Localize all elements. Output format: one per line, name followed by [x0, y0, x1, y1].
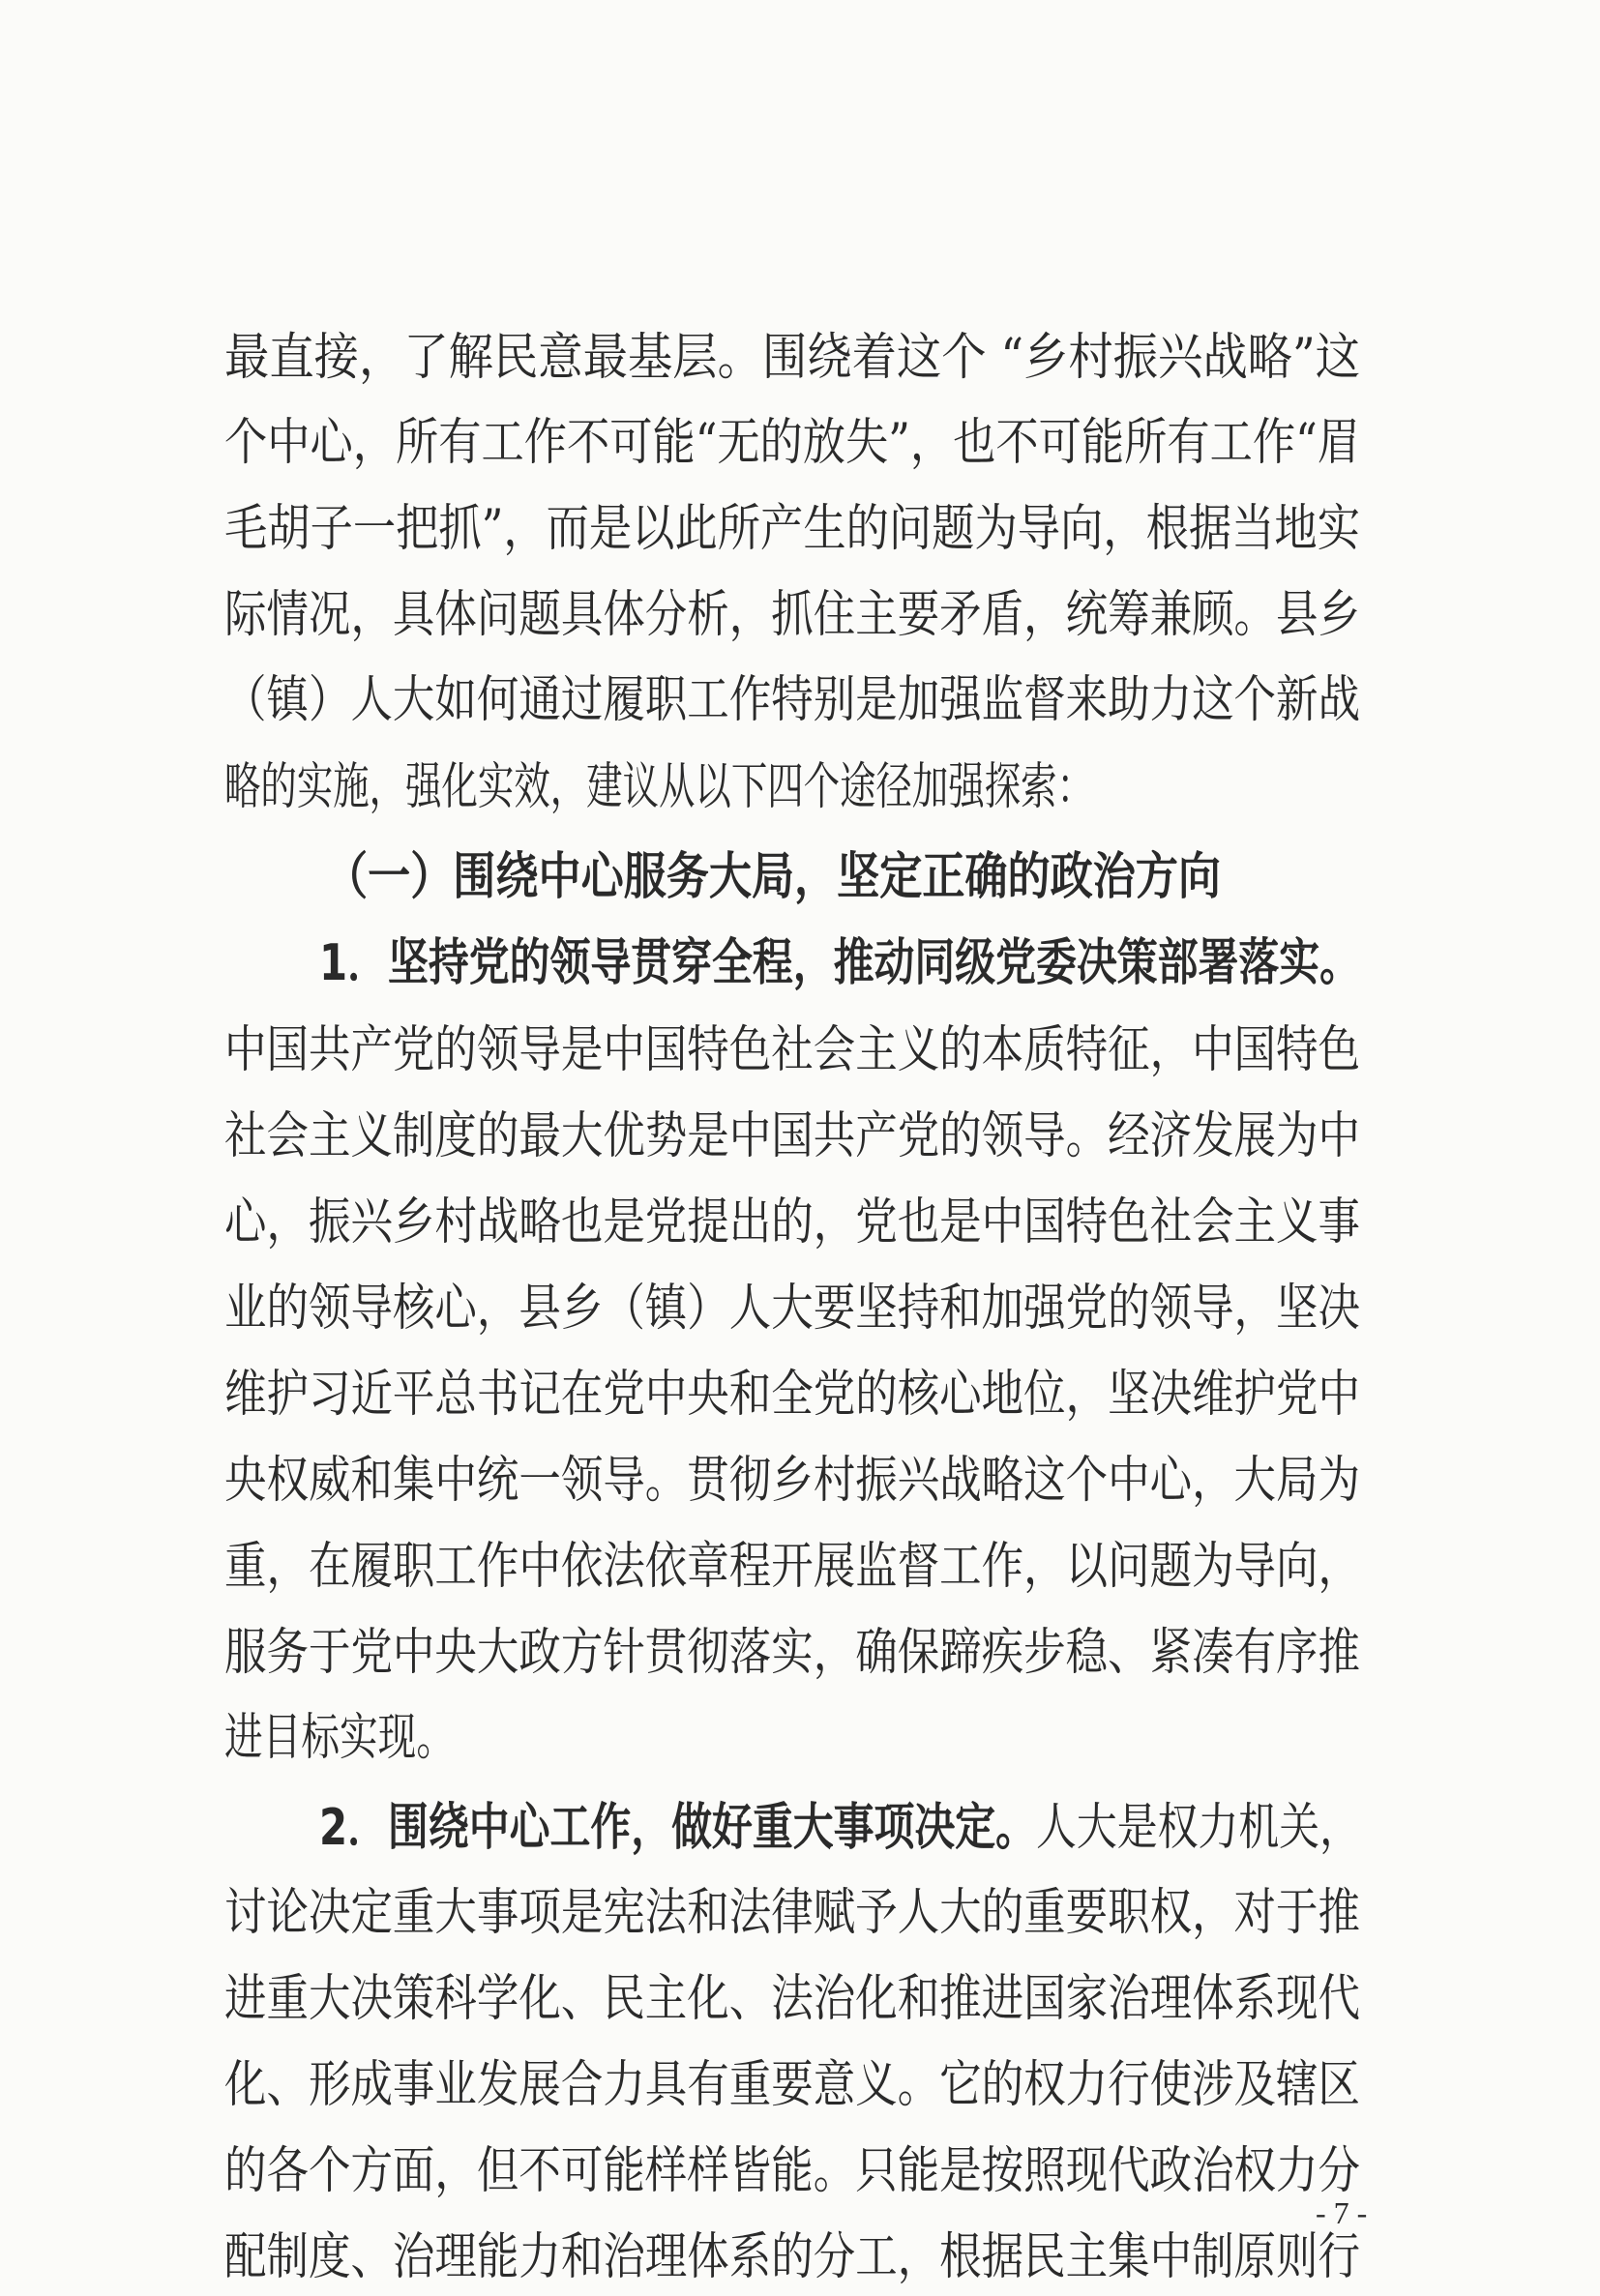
body-line-text: （镇）人大如何通过履职工作特别是加强监督来助力这个新战: [224, 671, 1360, 729]
body-line: [0, 490, 1600, 568]
paragraph-2-lead: 2．围绕中心工作，做好重大事项决定。: [319, 1799, 1036, 1857]
body-line-text: 个中心，所有工作不可能“无的放失”，也不可能所有工作“眉: [224, 414, 1360, 472]
section-heading: [0, 839, 1600, 916]
body-line-text: 化、形成事业发展合力具有重要意义。它的权力行使涉及辖区: [224, 2056, 1360, 2114]
section-heading-text: （一）围绕中心服务大局，坚定正确的政治方向: [325, 848, 1221, 906]
body-line-text: 略的实施，强化实效，建议从以下四个途径加强探索：: [224, 758, 1093, 816]
page-number: - 7 -: [1316, 2195, 1368, 2230]
body-line: [0, 1184, 1600, 1261]
body-line: [0, 1699, 1600, 1777]
body-line-text: 配制度、治理能力和治理体系的分工，根据民主集中制原则行: [224, 2228, 1360, 2286]
paragraph-1-lead-line: [0, 925, 1600, 1002]
body-line: [0, 1960, 1600, 2038]
body-line: [0, 1356, 1600, 1433]
body-line-text: 重，在履职工作中依法依章程开展监督工作，以问题为导向，: [224, 1538, 1360, 1596]
body-line: [0, 1098, 1600, 1175]
body-line-text: 际情况，具体问题具体分析，抓住主要矛盾，统筹兼顾。县乡: [224, 586, 1360, 644]
paragraph-2-first-line: [0, 1789, 1600, 1867]
body-line-text: 讨论决定重大事项是宪法和法律赋予人大的重要职权，对于推: [224, 1884, 1360, 1942]
body-line: [0, 1614, 1600, 1692]
body-line-text: 中国共产党的领导是中国特色社会主义的本质特征，中国特色: [224, 1021, 1360, 1079]
body-line-text: 央权威和集中统一领导。贯彻乡村振兴战略这个中心，大局为: [224, 1452, 1360, 1510]
body-line: [0, 404, 1600, 482]
paragraph-2-lead-rest: 人大是权力机关，: [1035, 1799, 1360, 1857]
body-line-text: 服务于党中央大政方针贯彻落实，确保蹄疾步稳、紧凑有序推: [224, 1624, 1360, 1682]
body-line-text: 业的领导核心，县乡（镇）人大要坚持和加强党的领导，坚决: [224, 1280, 1360, 1338]
body-line-text: 进目标实现。: [224, 1709, 455, 1767]
body-line: [0, 576, 1600, 654]
body-line: [0, 1874, 1600, 1952]
body-line-text: 进重大决策科学化、民主化、法治化和推进国家治理体系现代: [224, 1970, 1360, 2028]
body-line: [0, 662, 1600, 739]
body-line-text: 的各个方面，但不可能样样皆能。只能是按照现代政治权力分: [224, 2142, 1360, 2200]
body-line-text: 心，振兴乡村战略也是党提出的，党也是中国特色社会主义事: [224, 1193, 1360, 1251]
body-line: [0, 1270, 1600, 1347]
body-line-text: 毛胡子一把抓”，而是以此所产生的问题为导向，根据当地实: [224, 500, 1360, 558]
paragraph-2-first-line-text: [319, 1789, 1360, 1867]
body-line-text: 最直接，了解民意最基层。围绕着这个 “乡村振兴战略”这: [224, 329, 1360, 387]
body-line: [0, 319, 1600, 397]
body-line: [0, 749, 1600, 826]
body-line: [0, 1442, 1600, 1519]
paragraph-1-lead: 1．坚持党的领导贯穿全程，推动同级党委决策部署落实。: [319, 934, 1360, 992]
body-line: [0, 2046, 1600, 2124]
body-line-text: 维护习近平总书记在党中央和全党的核心地位，坚决维护党中: [224, 1366, 1360, 1424]
body-line: [0, 1012, 1600, 1089]
body-line-text: 社会主义制度的最大优势是中国共产党的领导。经济发展为中: [224, 1107, 1360, 1165]
body-line: [0, 1528, 1600, 1605]
